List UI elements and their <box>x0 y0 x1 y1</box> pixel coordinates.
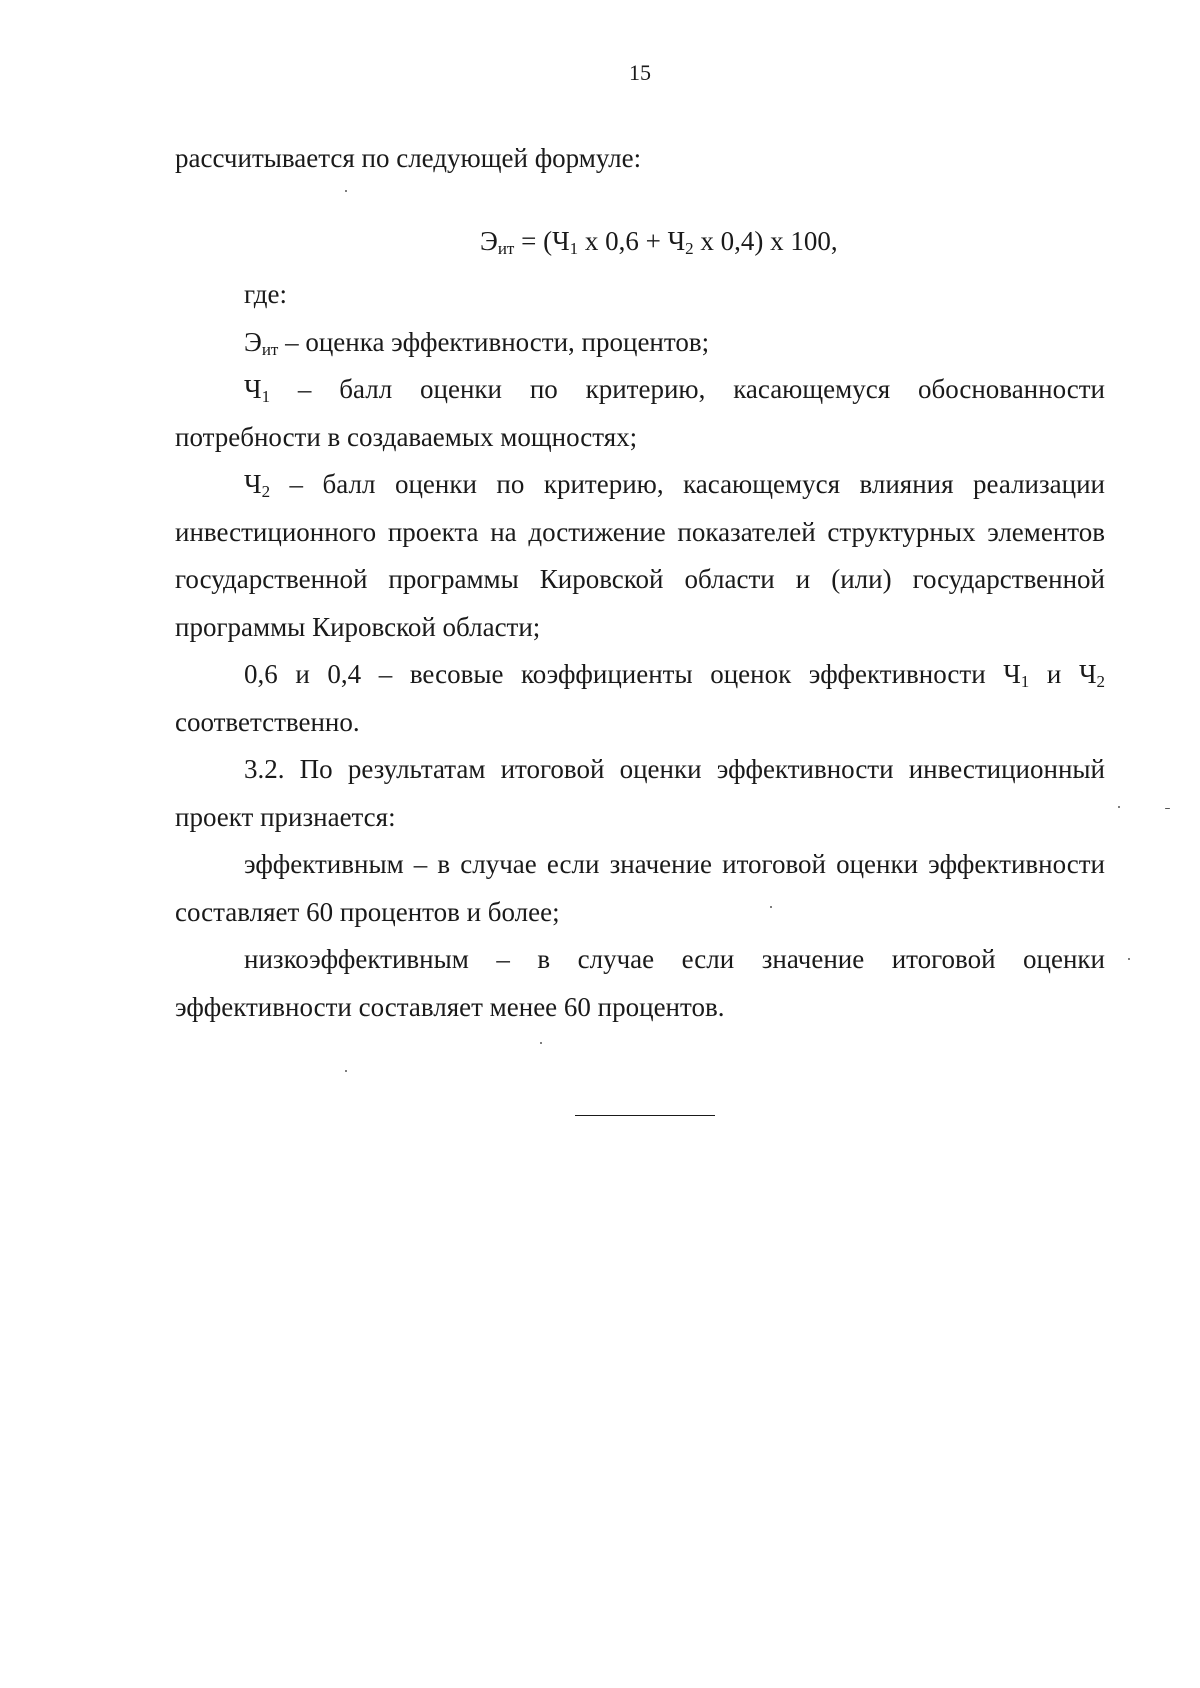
definition-text: – оценка эффективности, процентов; <box>278 326 710 357</box>
definition-subscript: 2 <box>261 482 271 501</box>
formula-subscript-1: 1 <box>569 238 579 258</box>
definition-text: – балл оценки по критерию, касающемуся обоснованности потребности в создаваемых мощностях; <box>175 374 1105 452</box>
weights-paragraph <box>175 651 1105 746</box>
formula-part-1: = (Ч <box>514 225 570 256</box>
effective-paragraph: эффективным – в случае если значение итоговой оценки эффективности составляет 60 процентов и более; <box>175 849 1105 927</box>
where-label: где: <box>244 279 287 309</box>
scan-speck <box>1165 808 1170 809</box>
weights-text-c: соответственно. <box>175 706 360 737</box>
definition-symbol: Ч <box>244 374 262 404</box>
formula <box>175 218 1105 266</box>
formula-lhs-subscript: ит <box>497 238 515 258</box>
weights-text-a: 0,6 и 0,4 – весовые коэффициенты оценок эффективности Ч <box>244 659 1021 689</box>
scan-speck <box>345 1070 347 1072</box>
weights-subscript-a: 1 <box>1020 672 1030 691</box>
scan-speck <box>1118 806 1120 808</box>
scan-speck <box>770 906 772 908</box>
document-body <box>175 135 1105 1031</box>
definition-symbol: Ч <box>244 469 262 499</box>
end-divider-line <box>575 1115 715 1116</box>
low-effective-paragraph: низкоэффективным – в случае если значение итоговой оценки эффективности составляет менее 60 процентов. <box>175 944 1105 1022</box>
page-number: 15 <box>629 60 651 85</box>
definition-subscript: 1 <box>261 387 271 406</box>
formula-part-3: x 0,4) x 100, <box>693 225 838 256</box>
section-3-2: 3.2. По результатам итоговой оценки эффективности инвестиционный проект признается: <box>175 754 1105 832</box>
formula-subscript-2: 2 <box>685 238 694 258</box>
weights-text-b: и Ч <box>1029 659 1097 689</box>
intro-line: рассчитывается по следующей формуле: <box>175 143 642 173</box>
scan-speck <box>1128 958 1130 960</box>
formula-lhs-symbol: Э <box>480 225 498 256</box>
scan-speck <box>345 190 347 192</box>
definition-ch1 <box>175 366 1105 461</box>
definition-subscript: ит <box>261 339 279 359</box>
definition-ch2 <box>175 461 1105 651</box>
definition-e-it <box>175 319 1105 367</box>
formula-part-2: x 0,6 + Ч <box>578 225 686 256</box>
definition-text: – балл оценки по критерию, касающемуся влияния реализации инвестиционного проекта на достижение показателей структурных элементов государственной программы Кировской области и (или) государственной программы Кировской области; <box>175 469 1105 642</box>
scan-speck <box>540 1042 542 1044</box>
weights-subscript-b: 2 <box>1096 672 1105 691</box>
definition-symbol: Э <box>244 326 262 357</box>
